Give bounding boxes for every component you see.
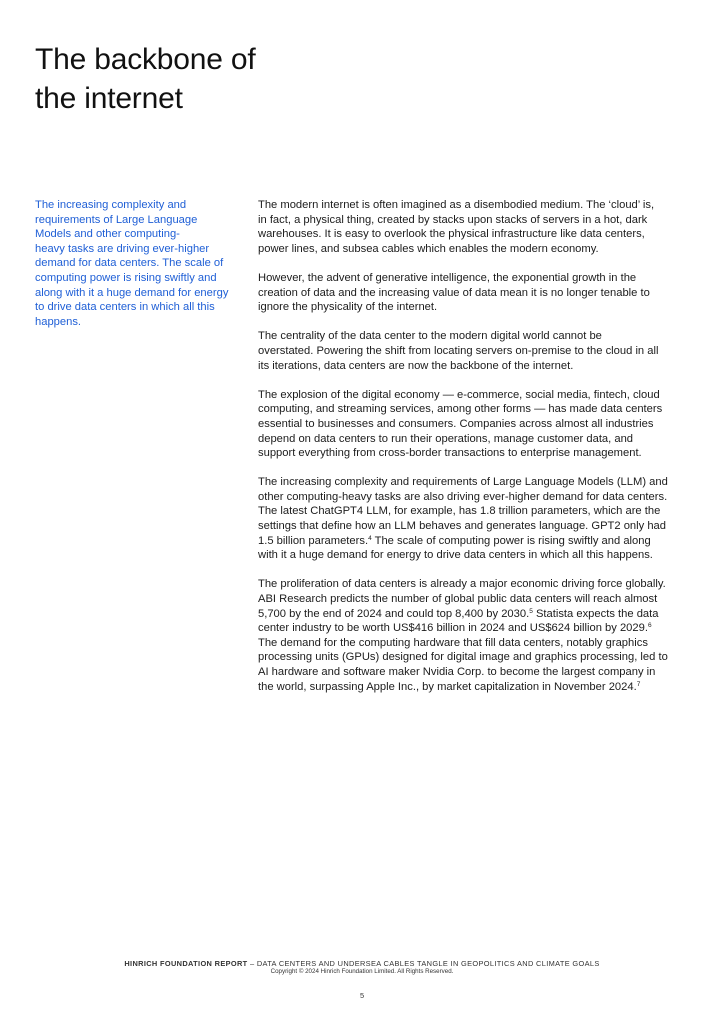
- page-title-line: the internet: [35, 82, 183, 115]
- body-line: The centrality of the data center to the modern digital world cannot be: [258, 330, 602, 343]
- pull-quote-line: to drive data centers in which all this: [35, 301, 215, 314]
- body-paragraph: [258, 271, 698, 315]
- body-line: The explosion of the digital economy — e-commerce, social media, fintech, cloud: [258, 388, 660, 401]
- body-line: [258, 607, 698, 622]
- pull-quote-line: heavy tasks are driving ever-higher: [35, 242, 210, 255]
- pull-quote-line: requirements of Large Language: [35, 213, 198, 226]
- footer-report-title: [0, 959, 724, 968]
- page-number: 5: [359, 991, 365, 1000]
- body-line: ABI Research predicts the number of global public data centers will reach almost: [258, 593, 658, 606]
- pull-quote-line: along with it a huge demand for energy: [35, 286, 229, 299]
- body-line: The proliferation of data centers is already a major economic driving force globally.: [258, 578, 666, 591]
- pull-quote-line: happens.: [35, 315, 82, 328]
- footnote-reference[interactable]: 5: [529, 607, 533, 615]
- body-line: with it a huge demand for energy to drive data centers in which all this happens.: [258, 549, 653, 562]
- footer-copyright: Copyright © 2024 Hinrich Foundation Limited. All Rights Reserved.: [270, 968, 454, 975]
- footnote-reference[interactable]: 7: [636, 680, 641, 688]
- body-line: computing, and streaming services, among other forms — has made data centers: [258, 403, 663, 416]
- body-line: The latest ChatGPT4 LLM, for example, has 1.8 trillion parameters, which are the: [258, 505, 661, 518]
- body-line: depend on data centers to run their operations, manage customer data, and: [258, 432, 634, 445]
- body-text-segment: 1.5 billion parameters.: [258, 534, 369, 547]
- body-line: creation of data and the increasing value of data mean it is no longer tenable to: [258, 286, 650, 299]
- footnote-reference[interactable]: 4: [368, 534, 372, 542]
- body-line: overstated. Powering the shift from locating servers on-premise to the cloud in all: [258, 344, 659, 357]
- page-title: [35, 40, 435, 118]
- footnote-reference[interactable]: 6: [647, 622, 652, 630]
- pull-quote-line: Models and other computing-: [35, 228, 180, 241]
- body-line: [258, 680, 698, 695]
- body-line: warehouses. It is easy to overlook the physical infrastructure like data centers,: [258, 228, 645, 241]
- body-line: [258, 621, 698, 636]
- body-line: [258, 534, 698, 549]
- body-paragraph: [258, 577, 698, 694]
- body-paragraph: [258, 329, 698, 373]
- page-title-line: The backbone of: [35, 43, 256, 76]
- footer-report-subtitle: – DATA CENTERS AND UNDERSEA CABLES TANGLE IN GEOPOLITICS AND CLIMATE GOALS: [247, 959, 600, 968]
- body-text-segment: Statista expects the data: [532, 607, 659, 620]
- body-paragraph: [258, 475, 698, 563]
- pull-quote-line: The increasing complexity and: [35, 199, 187, 211]
- body-line: The demand for the computing hardware that fill data centers, notably graphics: [258, 636, 648, 649]
- body-line: settings that define how an LLM behaves and generates language. GPT2 only had: [258, 520, 667, 533]
- pull-quote: [35, 198, 247, 329]
- footer-report-name: HINRICH FOUNDATION REPORT: [124, 959, 248, 968]
- body-line: processing units (GPUs) designed for digital image and graphics processing, led to: [258, 651, 668, 664]
- body-line: power lines, and subsea cables which enables the modern economy.: [258, 242, 599, 255]
- body-text-segment: the world, surpassing Apple Inc., by market capitalization in November 2024.: [258, 680, 637, 693]
- body-line: ignore the physicality of the internet.: [258, 301, 438, 314]
- body-line: other computing-heavy tasks are also driving ever-higher demand for data centers.: [258, 490, 668, 503]
- body-text-segment: center industry to be worth US$416 billion in 2024 and US$624 billion by 2029.: [258, 622, 648, 635]
- body-text-column: [258, 198, 698, 709]
- body-line: in fact, a physical thing, created by stacks upon stacks of servers in a hot, dark: [258, 213, 648, 226]
- body-line: However, the advent of generative intelligence, the exponential growth in the: [258, 271, 637, 284]
- body-line: its iterations, data centers are now the backbone of the internet.: [258, 359, 574, 372]
- body-text-segment: 5,700 by the end of 2024 and could top 8,400 by 2030.: [258, 607, 530, 620]
- body-paragraph: [258, 198, 698, 256]
- pull-quote-line: demand for data centers. The scale of: [35, 257, 224, 270]
- body-line: support everything from cross-border transactions to enterprise management.: [258, 447, 642, 460]
- body-paragraph: [258, 388, 698, 461]
- body-line: AI hardware and software maker Nvidia Corp. to become the largest company in: [258, 666, 656, 678]
- body-line: The modern internet is often imagined as a disembodied medium. The ‘cloud’ is,: [258, 199, 655, 211]
- body-line: The increasing complexity and requirements of Large Language Models (LLM) and: [258, 476, 668, 489]
- body-line: essential to businesses and consumers. Companies across almost all industries: [258, 417, 654, 430]
- pull-quote-line: computing power is rising swiftly and: [35, 271, 217, 284]
- body-text-segment: The scale of computing power is rising swiftly and along: [371, 534, 651, 547]
